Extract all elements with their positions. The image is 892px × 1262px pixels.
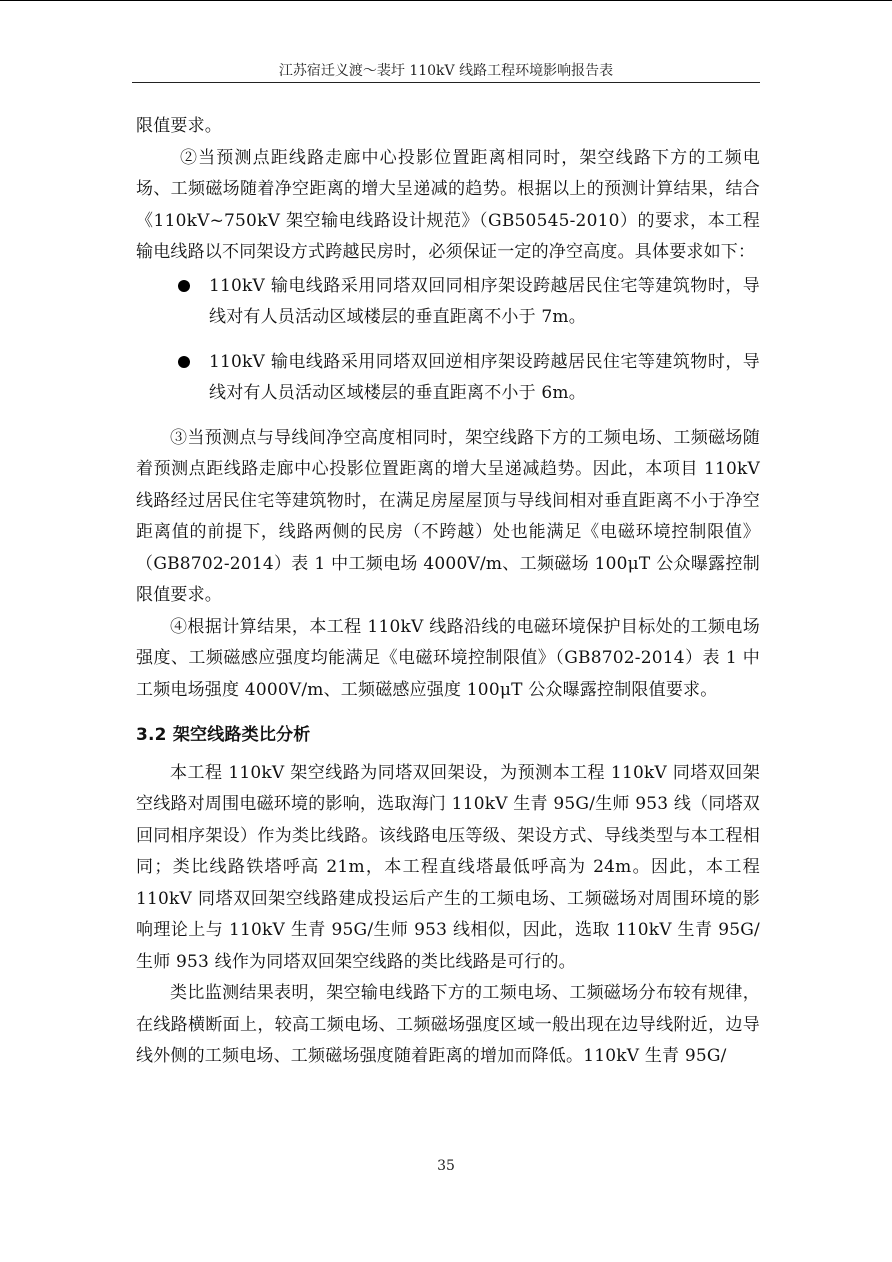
list-item [136, 347, 760, 410]
paragraph-item-3: ③当预测点与导线间净空高度相同时，架空线路下方的工频电场、工频磁场随着预测点距线路走廊中心投影位置距离的增大呈递减趋势。因此，本项目 110kV 线路经过居民住宅等建筑物时，在满足房屋屋顶与导线间相对垂直距离不小于净空距离值的前提下，线路两侧的民房（不跨越）处也能满足《电磁环境控制限值》（GB8702-2014）表 1 中工频电场 4000V/m、工频磁场 100μT 公众曝露控制限值要求。 [136, 427, 760, 605]
top-border [0, 0, 892, 1]
requirement-list [136, 271, 760, 410]
paragraph-item-2: ②当预测点距线路走廊中心投影位置距离相同时，架空线路下方的工频电场、工频磁场随着净空距离的增大呈递减的趋势。根据以上的预测计算结果，结合《110kV~750kV 架空输电线路设计规范》（GB50545-2010）的要求，本工程输电线路以不同架设方式跨越民房时，必须保证一定的净空高度。具体要求如下： [136, 147, 760, 262]
document-body [136, 111, 760, 1073]
list-item-text: 110kV 输电线路采用同塔双回逆相序架设跨越居民住宅等建筑物时，导线对有人员活动区域楼层的垂直距离不小于 6m。 [209, 351, 760, 403]
list-item-text: 110kV 输电线路采用同塔双回同相序架设跨越居民住宅等建筑物时，导线对有人员活动区域楼层的垂直距离不小于 7m。 [209, 275, 760, 327]
paragraph-item-4: ④根据计算结果，本工程 110kV 线路沿线的电磁环境保护目标处的工频电场强度、工频磁感应强度均能满足《电磁环境控制限值》（GB8702-2014）表 1 中工频电场强度 4000V/m、工频磁感应强度 100μT 公众曝露控制限值要求。 [136, 616, 760, 700]
section-heading: 3.2 架空线路类比分析 [136, 725, 311, 745]
paragraph-analogy: 本工程 110kV 架空线路为同塔双回架设，为预测本工程 110kV 同塔双回架空线路对周围电磁环境的影响，选取海门 110kV 生青 95G/生师 953 线（同塔双回同相序架设）作为类比线路。该线路电压等级、架设方式、导线类型与本工程相同；类比线路铁塔呼高 21m，本工程直线塔最低呼高为 24m。因此，本工程 110kV 同塔双回架空线路建成投运后产生的工频电场、工频磁场对周围环境的影响理论上与 110kV 生青 95G/生师 953 线相似，因此，选取 110kV 生青 95G/生师 953 线作为同塔双回架空线路的类比线路是可行的。 [136, 762, 760, 972]
bullet-icon [178, 356, 190, 368]
list-item [136, 271, 760, 334]
running-header: 江苏宿迁义渡～裴圩 110kV 线路工程环境影响报告表 [278, 63, 614, 79]
page-number: 35 [437, 1158, 455, 1174]
paragraph-continuation: 限值要求。 [136, 116, 222, 136]
bullet-icon [178, 280, 190, 292]
header-rule [132, 82, 760, 83]
paragraph-monitoring: 类比监测结果表明，架空输电线路下方的工频电场、工频磁场分布较有规律，在线路横断面上，较高工频电场、工频磁场强度区域一般出现在边导线附近，边导线外侧的工频电场、工频磁场强度随着距离的增加而降低。110kV 生青 95G/ [136, 983, 760, 1066]
